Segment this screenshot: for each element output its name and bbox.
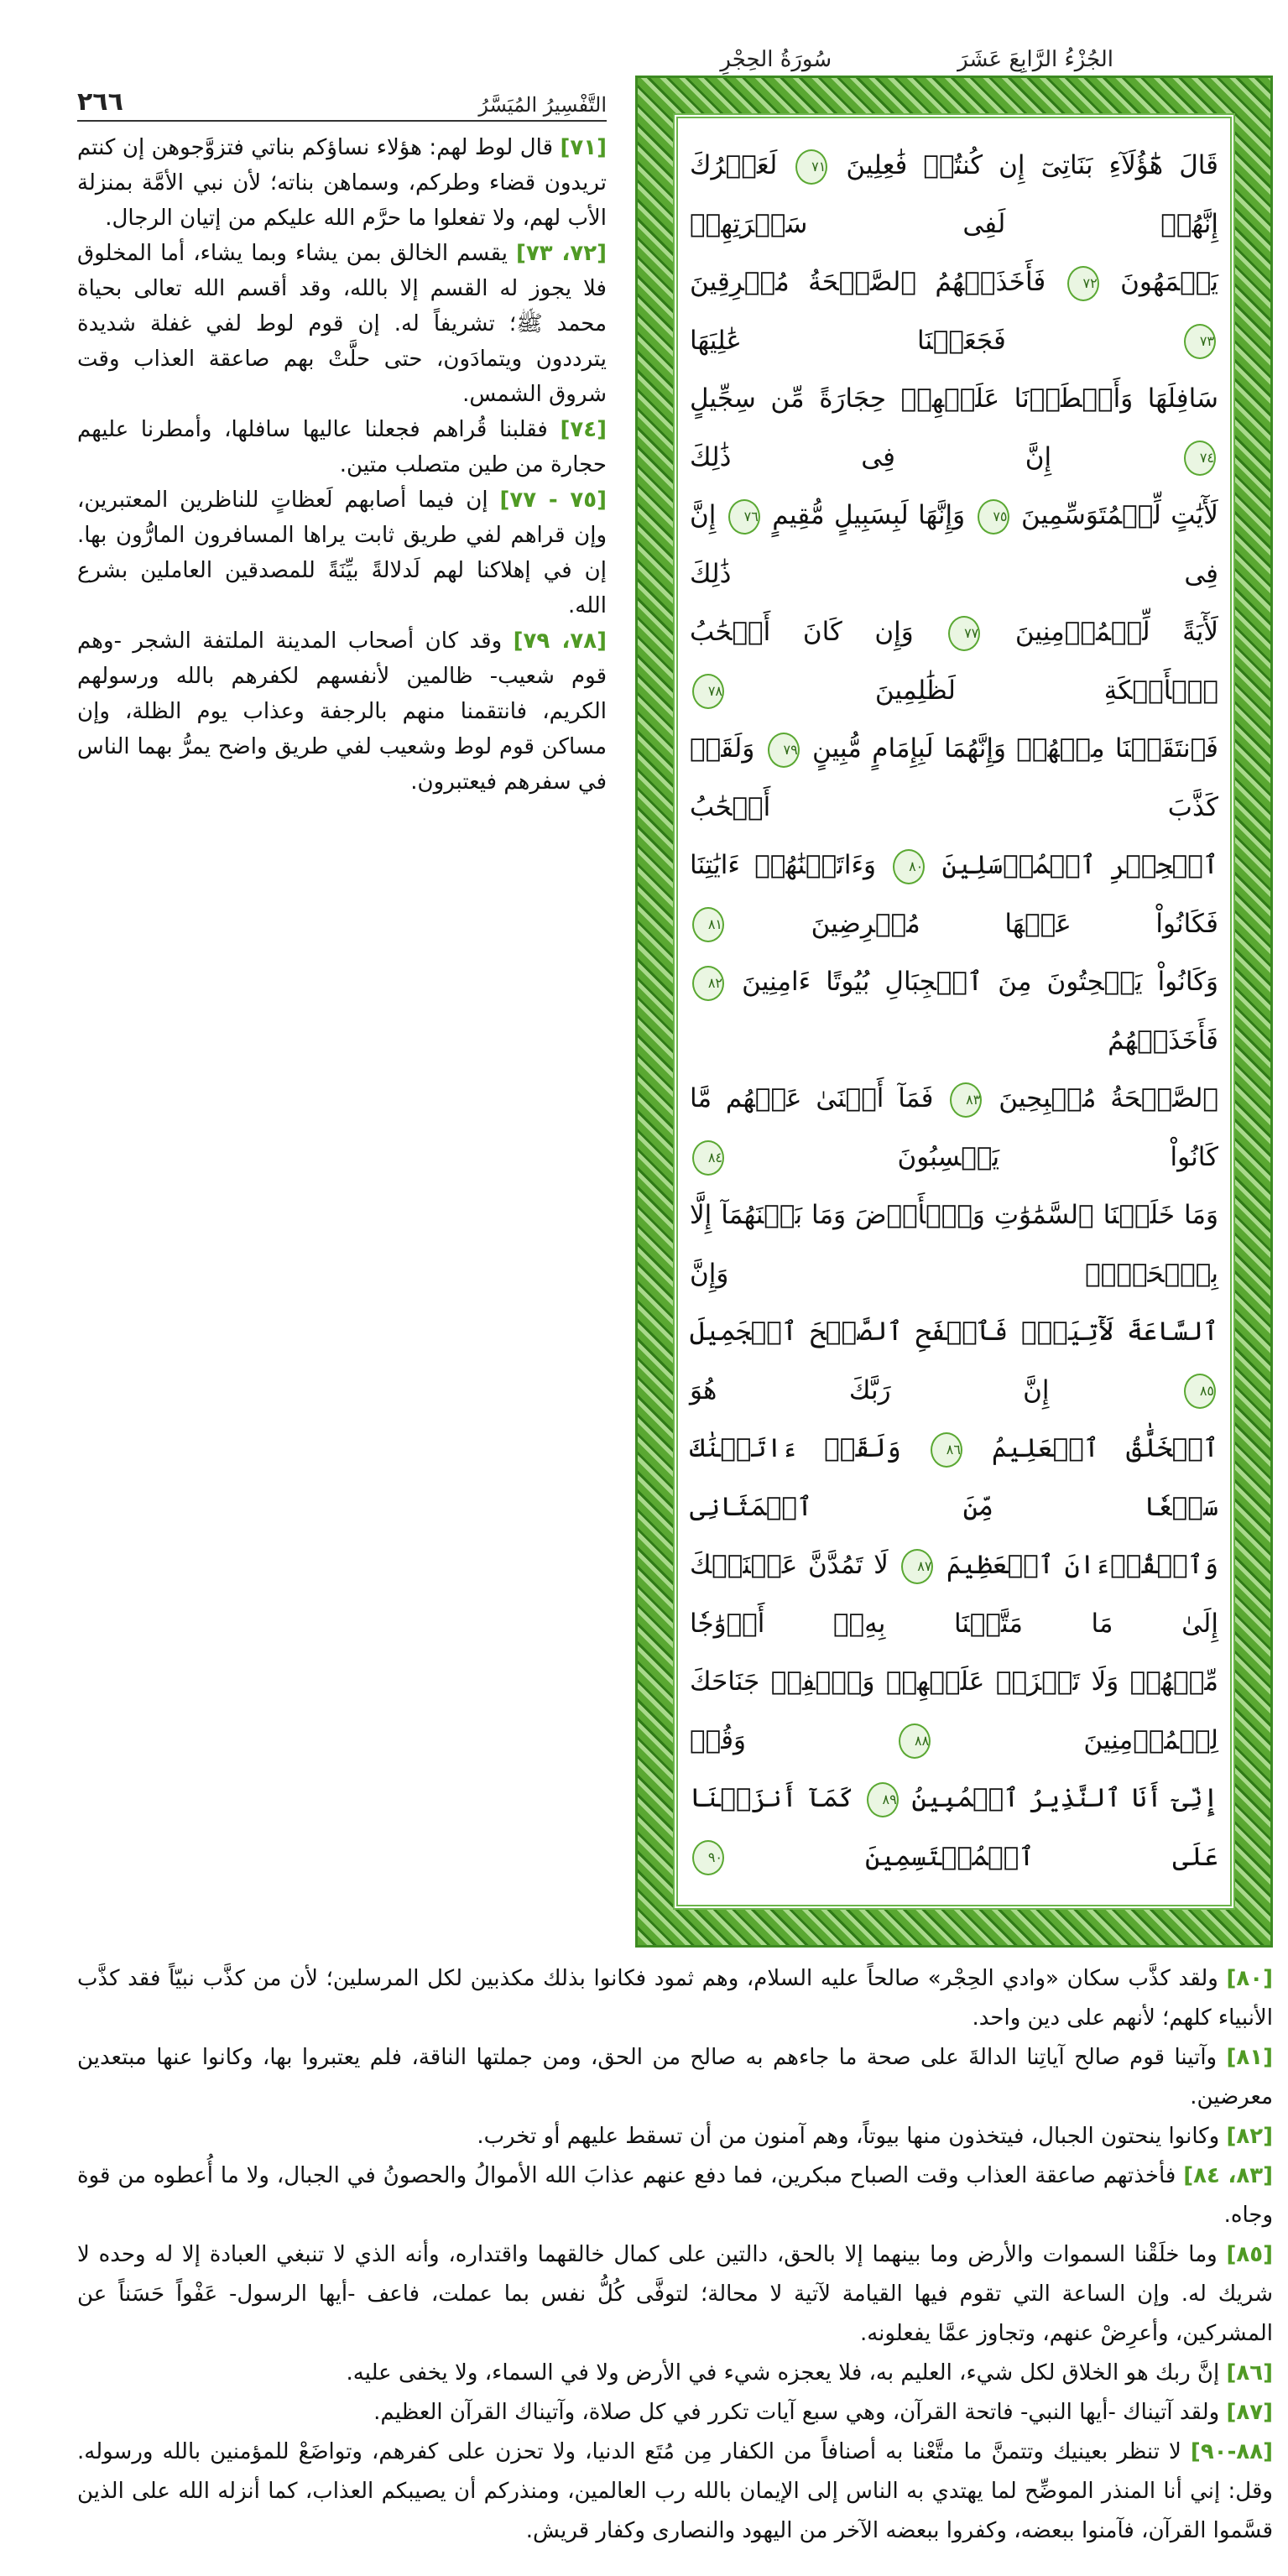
tafsir-paragraph (77, 2433, 1273, 2551)
ayah-text: إِنَّ فِى ذَٰلِكَ (690, 500, 1218, 589)
tafsir-paragraph (77, 1959, 1273, 2038)
ayah-text: وَمَا خَلَقۡنَا ٱلسَّمَٰوَٰتِ وَٱلۡأَرۡضَ وَمَا بَيۡنَهُمَآ إِلَّا بِٱلۡحَقِّۗ وَإِنَّ (690, 1200, 1218, 1289)
tafsir-text: لا تنظر بعينيك وتتمنَّ ما متَّعْنا به أصنافاً من الكفار مِن مُتَع الدنيا، ولا تحزن على كفرهم، وتواضَعْ للمؤمنين بالله ورسوله. وقل: إني أنا المنذر الموضِّح لما يهتدي به الناس إلى الإيمان بالله رب العالمين، ومنذركم أن يصيبكم العذاب، كما أنزله الله على الذين قسَّموا القرآن، فآمنوا ببعضه، وكفروا ببعضه الآخر من اليهود والنصارى وكفار قريش. (77, 2439, 1273, 2543)
ayah-text: وَءَاتَيۡنَٰهُمۡ ءَايَٰتِنَا فَكَانُواْ عَنۡهَا مُعۡرِضِينَ (690, 850, 1218, 939)
ayah-text: كَمَآ أَنزَلۡنَا عَلَى ٱلۡمُقۡتَسِمِينَ (690, 1783, 1218, 1872)
ayah-text: يَعۡمَهُونَ (1120, 267, 1218, 297)
ayah-number-marker: ٨٤ (692, 1140, 724, 1176)
ayah-text: وَٱلۡقُرۡءَانَ ٱلۡعَظِيمَ (946, 1550, 1219, 1580)
tafsir-paragraph (77, 236, 607, 412)
tafsir-paragraph (77, 412, 607, 482)
ayah-text: فَأَخَذَتۡهُمُ (1108, 1025, 1218, 1056)
quran-line (690, 370, 1218, 487)
verse-reference: [٧٤] (560, 417, 607, 442)
tafsir-paragraph (77, 130, 607, 236)
tafsir-text: ولقد آتيناك -أيها النبي- فاتحة القرآن، وهي سبع آيات تكرر في كل صلاة، وآتيناك القرآن العظيم. (373, 2400, 1220, 2425)
ayah-text: وَإِنَّهَا لَبِسَبِيلٍ مُّقِيمٍ (772, 500, 966, 530)
tafsir-text: وآتينا قوم صالح آياتِنا الدالةَ على صحة ما جاءهم به صالح من الحق، ومن جملتها الناقة، فلم يعتبروا بها، وكانوا عنها مبتعدين معرضين. (77, 2045, 1273, 2109)
ayah-text: إِنَّ فِى ذَٰلِكَ (690, 441, 1052, 472)
verse-reference: [٨٠] (1226, 1966, 1274, 1991)
quran-ornamental-frame (635, 76, 1273, 1948)
ayah-text: فَمَآ أَغۡنَىٰ عَنۡهُم مَّا كَانُواْ يَكۡسِبُونَ (690, 1083, 1219, 1172)
ayah-text: لَعَمۡرُكَ إِنَّهُمۡ لَفِى سَكۡرَتِهِمۡ (690, 150, 1218, 239)
verse-reference: [٨٧] (1226, 2400, 1273, 2425)
ayah-text: وَكَانُواْ يَنۡحِتُونَ مِنَ ٱلۡجِبَالِ بُيُوتًا ءَامِنِينَ (742, 967, 1218, 997)
quran-line (690, 837, 1218, 953)
ayah-number-marker: ٨٦ (931, 1432, 962, 1468)
verse-reference: [٨٨-٩٠] (1190, 2439, 1273, 2464)
tafsir-text: فقلبنا قُراهم فجعلنا عاليها سافلها، وأمطرنا عليهم حجارة من طين متصلب متين. (77, 417, 607, 477)
quran-text (690, 137, 1218, 1886)
quran-text-panel (673, 113, 1235, 1910)
ayah-number-marker: ٧٤ (1184, 441, 1216, 476)
quran-line (690, 1770, 1218, 1886)
page-header (77, 30, 1273, 72)
quran-line (690, 1070, 1218, 1186)
tafsir-text: قال لوط لهم: هؤلاء نساؤكم بناتي فتزوَّجوهن إن كنتم تريدون قضاء وطركم، وسماهن بناته؛ لأن نبي الأمَّة بمنزلة الأب لهم، ولا تفعلوا ما حرَّم الله عليكم من إتيان الرجال. (77, 135, 607, 231)
tafsir-text: وما خلَقْنا السموات والأرض وما بينهما إلا بالحق، دالتين على كمال خالقهما واقتداره، وأنه الذي لا تنبغي العبادة إلا له وحده لا شريك له. وإن الساعة التي تقوم فيها القيامة لآتية لا محالة؛ لتوفَّى كُلُّ نفس بما عملت، فاعف -أيها الرسول- عَفْواً حَسَناً عن المشركين، وأعرِضْ عنهم، وتجاوز عمَّا يفعلونه. (77, 2242, 1273, 2346)
surah-header: سُورَةُ الحِجْرِ (720, 47, 832, 72)
ayah-text: مِّنۡهُمۡ وَلَا تَحۡزَنۡ عَلَيۡهِمۡ وَٱخۡفِضۡ جَنَاحَكَ لِلۡمُؤۡمِنِينَ (690, 1666, 1219, 1755)
tafsir-text: يقسم الخالق بمن يشاء وبما يشاء، أما المخلوق فلا يجوز له القسم إلا بالله، وقد أقسم الله تعالى بحياة محمد ﷺ؛ تشريفاً له. إن قوم لوط لفي غفلة شديدة يترددون ويتمادَون، حتى حلَّتْ بهم صاعقة العذاب وقت شروق الشمس. (77, 241, 607, 407)
ayah-number-marker: ٧٣ (1184, 324, 1216, 359)
verse-reference: [٨٢] (1226, 2124, 1273, 2149)
verse-reference: [٧١] (560, 135, 607, 160)
ayah-number-marker: ٧٩ (768, 733, 800, 768)
ayah-number-marker: ٧٧ (948, 616, 980, 651)
tafsir-paragraph (77, 2117, 1273, 2156)
ayah-number-marker: ٧٦ (728, 499, 760, 534)
ayah-number-marker: ٨٣ (950, 1082, 982, 1118)
quran-line (690, 1303, 1218, 1420)
tafsir-paragraph (77, 2038, 1273, 2117)
page-number: ٢٦٦ (77, 87, 123, 117)
ayah-text: ٱلۡحِجۡرِ ٱلۡمُرۡسَلِينَ (941, 850, 1219, 880)
ayah-number-marker: ٨٨ (899, 1723, 931, 1759)
tafsir-paragraph (77, 2354, 1273, 2393)
tafsir-paragraph (77, 482, 607, 623)
tafsir-text: وقد كان أصحاب المدينة الملتفة الشجر -وهم قوم شعيب- ظالمين لأنفسهم لكفرهم بالله ورسولهم الكريم، فانتقمنا منهم بالرجفة وعذاب يوم الظلة، وإن مساكن قوم لوط وشعيب لفي طريق واضح يمرُّ بهما الناس في سفرهم فيعتبرون. (77, 628, 607, 795)
ayah-text: لَأٓيَٰتٍ لِّلۡمُتَوَسِّمِينَ (1020, 500, 1218, 530)
ayah-text: وَلَقَدۡ كَذَّبَ أَصۡحَٰبُ (690, 733, 1218, 822)
verse-reference: [٨٥] (1226, 2242, 1273, 2267)
ayah-text: ٱلۡخَلَّٰقُ ٱلۡعَلِيمُ (992, 1433, 1218, 1463)
quran-line (690, 137, 1218, 253)
ayah-text: سَافِلَهَا وَأَمۡطَرۡنَا عَلَيۡهِمۡ حِجَارَةً مِّن سِجِّيلٍ (690, 383, 1218, 414)
book-title: التَّفْسِيرُ المُيَسَّرُ (478, 93, 607, 117)
tafsir-text: وكانوا ينحتون الجبال، فيتخذون منها بيوتاً، وهم آمنون من أن تسقط عليهم أو تخرب. (477, 2124, 1220, 2149)
tafsir-side-column (77, 130, 607, 800)
tafsir-header (77, 87, 607, 122)
ayah-number-marker: ٧١ (795, 149, 827, 185)
ayah-number-marker: ٧٥ (978, 499, 1009, 534)
ayah-text: وَقُلۡ (690, 1724, 746, 1755)
ayah-text: إِنِّىٓ أَنَا ٱلنَّذِيرُ ٱلۡمُبِينُ (911, 1783, 1218, 1813)
verse-reference: [٧٨، ٧٩] (513, 628, 607, 654)
verse-reference: [٨١] (1226, 2045, 1273, 2070)
quran-line (690, 603, 1218, 720)
ayah-number-marker: ٨٩ (867, 1782, 899, 1817)
quran-line (690, 953, 1218, 1070)
tafsir-side (77, 76, 607, 800)
tafsir-text: فأخذتهم صاعقة العذاب وقت الصباح مبكرين، فما دفع عنهم عذابَ الله الأموالُ والحصونُ في الجبال، ولا ما أُعطوه من قوة وجاه. (77, 2163, 1273, 2228)
ayah-number-marker: ٧٨ (692, 674, 724, 709)
ayah-number-marker: ٨٢ (692, 966, 724, 1001)
verse-reference: [٨٣، ٨٤] (1183, 2163, 1273, 2188)
tafsir-paragraph (77, 2156, 1273, 2235)
ayah-text: فَٱنتَقَمۡنَا مِنۡهُمۡ وَإِنَّهُمَا لَبِإِمَامٍ مُّبِينٍ (812, 733, 1218, 764)
ayah-number-marker: ٩٠ (692, 1840, 724, 1875)
tafsir-paragraph (77, 2235, 1273, 2354)
juz-header: الجُزْءُ الرَّابِعَ عَشَرَ (957, 47, 1113, 72)
ayah-text: إِنَّ رَبَّكَ هُوَ (690, 1374, 1050, 1405)
ayah-text: ٱلسَّاعَةَ لَأٓتِيَةٞۖ فَٱصۡفَحِ ٱلصَّفۡحَ ٱلۡجَمِيلَ (690, 1317, 1218, 1347)
ayah-text: فَأَخَذَتۡهُمُ ٱلصَّيۡحَةُ مُشۡرِقِينَ (690, 267, 1046, 297)
ayah-text: قَالَ هَٰٓؤُلَآءِ بَنَاتِىٓ إِن كُنتُمۡ فَٰعِلِينَ (846, 150, 1218, 180)
ayah-number-marker: ٧٢ (1067, 266, 1099, 301)
quran-line (690, 1536, 1218, 1653)
ayah-text: فَجَعَلۡنَا عَٰلِيَهَا (690, 325, 1006, 356)
ayah-text: لَأٓيَةً لِّلۡمُؤۡمِنِينَ (1014, 617, 1219, 647)
page-main (77, 76, 1273, 1948)
ayah-text: وَإِن كَانَ أَصۡحَٰبُ ٱلۡأَيۡكَةِ لَظَٰلِمِينَ (690, 617, 1218, 706)
ayah-text: وَلَقَدۡ ءَاتَيۡنَٰكَ سَبۡعٗا مِّنَ ٱلۡمَثَانِى (690, 1433, 1218, 1522)
tafsir-text: إنَّ ربك هو الخلاق لكل شيء، العليم به، فلا يعجزه شيء في الأرض ولا في السماء، ولا يخفى عليه. (346, 2360, 1220, 2386)
ayah-number-marker: ٨٥ (1184, 1374, 1216, 1409)
ayah-number-marker: ٨٠ (893, 849, 925, 884)
tafsir-paragraph (77, 2393, 1273, 2433)
quran-line (690, 1653, 1218, 1770)
tafsir-text: ولقد كذَّب سكان «وادي الحِجْر» صالحاً عليه السلام، وهم ثمود فكانوا بذلك مكذبين لكل المرسلين؛ لأن من كذَّب نبيّاً فقد كذَّب الأنبياء كلهم؛ لأنهم على دين واحد. (77, 1966, 1273, 2031)
ayah-text: لَا تَمُدَّنَّ عَيۡنَيۡكَ إِلَىٰ مَا مَتَّعۡنَا بِهِۦٓ أَزۡوَٰجٗا (690, 1550, 1218, 1639)
ayah-number-marker: ٨١ (692, 907, 724, 942)
ayah-number-marker: ٨٧ (901, 1549, 933, 1584)
quran-line (690, 720, 1218, 837)
tafsir-text: إن فيما أصابهم لَعظاتٍ للناظرين المعتبرين، وإن قراهم لفي طريق ثابت يراها المسافرون المارُّون بها. إن في إهلاكنا لهم لَدلالةً بيِّنَةً للمصدقين العاملين بشرع الله. (77, 488, 607, 618)
quran-line (690, 487, 1218, 603)
quran-line (690, 253, 1218, 370)
quran-line (690, 1186, 1218, 1303)
ayah-text: ٱلصَّيۡحَةُ مُصۡبِحِينَ (999, 1083, 1218, 1113)
tafsir-paragraph (77, 623, 607, 800)
verse-reference: [٧٥ - ٧٧] (499, 488, 607, 513)
quran-line (690, 1420, 1218, 1536)
verse-reference: [٧٢، ٧٣] (516, 241, 607, 266)
tafsir-full-width (77, 1959, 1273, 2551)
verse-reference: [٨٦] (1226, 2360, 1273, 2386)
